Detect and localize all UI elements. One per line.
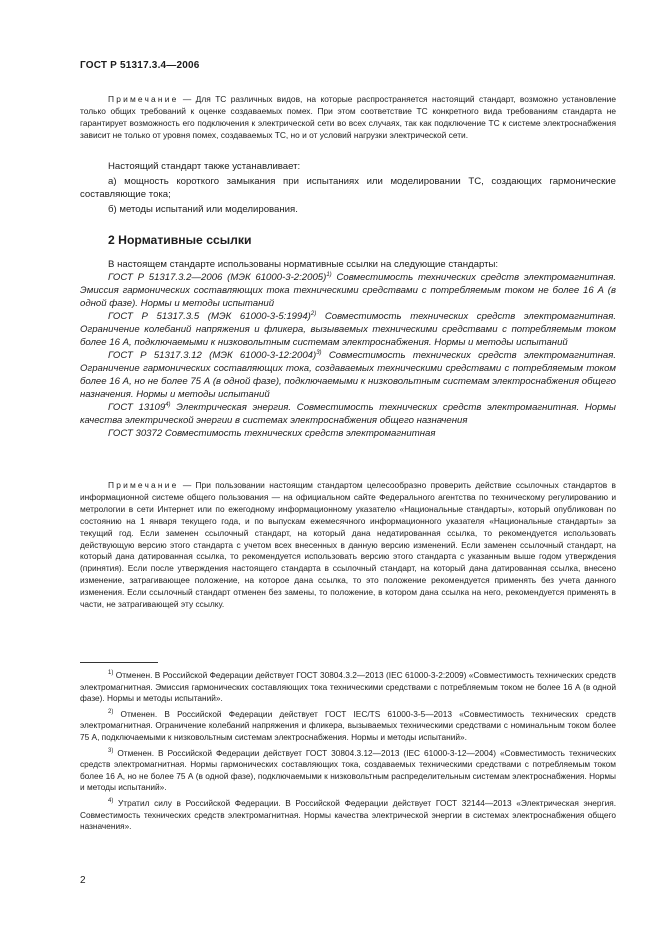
- note-label: Примечание: [108, 94, 179, 104]
- scope-block: [80, 160, 616, 216]
- normative-references: [80, 258, 616, 440]
- scope-note-paragraph: [80, 94, 616, 142]
- footnotes: [80, 670, 616, 833]
- reference-item: ГОСТ Р 51317.3.2—2006 (МЭК 61000-3-2:2005)$^{1)}$ Совместимость технических средств электромагнитная. Эмиссия гармонических составляющих тока техническими средствами с потребляемым током не более 16 А (в одной фазе). Нормы и методы испытаний: [80, 272, 616, 309]
- references-note: [80, 480, 616, 611]
- note-label: Примечание: [108, 480, 179, 490]
- footnote-divider: [80, 662, 158, 663]
- footnote: $^{4)}$ Утратил силу в Российской Федерации. В Российской Федерации действует ГОСТ 32144—2013 «Электрическая энергия. Совместимость технических средств электромагнитная. Нормы качества электрической энергии в системах электроснабжения общего назначения».: [80, 797, 616, 832]
- section-2-heading-block: [80, 233, 616, 247]
- scope-note: [80, 94, 616, 142]
- reference-item: ГОСТ Р 51317.3.12 (МЭК 61000-3-12:2004)$^{3)}$ Совместимость технических средств электромагнитная. Ограничение гармонических составляющих тока, создаваемых техническими средствами с потребляемым током более 16 А, но не более 75 А (в одной фазе), подключаемыми к низковольтным системам электроснабжения общего назначения. Нормы и методы испытаний: [80, 350, 616, 400]
- footnote: $^{2)}$ Отменен. В Российской Федерации действует ГОСТ IEC/TS 61000-3-5—2013 «Совместимость технических средств электромагнитная. Ограничение колебаний напряжения и фликера, вызываемых техническими средствами с номинальным током более 75 А, подключаемыми к низковольтным системам электроснабжения. Нормы и методы испытаний».: [80, 708, 616, 742]
- page-number: 2: [80, 875, 86, 886]
- scope-item-a: а) мощность короткого замыкания при испытаниях или моделировании ТС, создающих гармонические составляющие тока;: [80, 176, 616, 200]
- note-text: — Для ТС различных видов, на которые распространяется настоящий стандарт, возможно установление только общих требований к оценке создаваемых помех. При этом соответствие ТС конкретного вида требованиям стандарта не гарантирует возможность его подключения к электрической сети во всех случаях, так как подключение ТС к системе электроснабжения зависит не только от уровня помех, создаваемых ТС, но и от условий нагрузки электрической сети.: [80, 94, 616, 140]
- footnote: $^{3)}$ Отменен. В Российской Федерации действует ГОСТ 30804.3.12—2013 (IEC 61000-3-12—2004) «Совместимость технических средств электромагнитная. Нормы гармонических составляющих тока, создаваемых техническими средствами с потребляемым током более 16 А, но не более 75 А (в одной фазе), подключаемыми к низковольтным распределительным системам электроснабжения. Нормы и методы испытаний».: [80, 747, 616, 793]
- reference-item: ГОСТ Р 51317.3.5 (МЭК 61000-3-5:1994)$^{2)}$ Совместимость технических средств электромагнитная. Ограничение колебаний напряжения и фликера, вызываемых техническими средствами с потребляемым током более 16 А, подключаемыми к низковольтным системам электроснабжения. Нормы и методы испытаний: [80, 311, 616, 348]
- reference-item: ГОСТ 13109$^{4)}$ Электрическая энергия. Совместимость технических средств электромагнитная. Нормы качества электрической энергии в системах электроснабжения общего назначения: [80, 402, 616, 426]
- references-intro: В настоящем стандарте использованы нормативные ссылки на следующие стандарты:: [108, 259, 499, 270]
- scope-item-b: б) методы испытаний или моделирования.: [108, 204, 298, 215]
- footnote: $^{1)}$ Отменен. В Российской Федерации действует ГОСТ 30804.3.2—2013 (IEC 61000-3-2:2009) «Совместимость технических средств электромагнитная. Эмиссия гармонических составляющих тока техническими средствами с потребляемым током не более 16 А (в одной фазе). Нормы и методы испытаний».: [80, 670, 616, 704]
- references-note-paragraph: [80, 480, 616, 611]
- reference-item: ГОСТ 30372 Совместимость технических средств электромагнитная: [108, 428, 436, 439]
- section-heading: 2 Нормативные ссылки: [108, 233, 252, 247]
- scope-intro: Настоящий стандарт также устанавливает:: [108, 161, 301, 172]
- document-id-header: ГОСТ Р 51317.3.4—2006: [80, 60, 200, 71]
- note-text: — При пользовании настоящим стандартом целесообразно проверить действие ссылочных стандартов в информационной системе общего пользования — на официальном сайте Федерального агентства по техническому регулированию и метрологии в сети Интернет или по ежегодному информационному указателю «Национальные стандарты», который опубликован по состоянию на 1 января текущего года, и по выпускам ежемесячного информационного указателя «Национальные стандарты» за текущий год. Если заменен ссылочный стандарт, на который дана недатированная ссылка, то рекомендуется использовать действующую версию этого стандарта с учетом всех внесенных в данную версию изменений. Если заменен ссылочный стандарт, на который дана датированная ссылка, то рекомендуется использовать версию этого стандарта с указанным выше годом утверждения (принятия). Если после утверждения настоящего стандарта в ссылочный стандарт, на который дана датированная ссылка, внесено изменение, затрагивающее положение, на которое дана ссылка, то это положение рекомендуется применять без учета данного изменения. Если ссылочный стандарт отменен без замены, то положение, в котором дана ссылка на него, рекомендуется применять в части, не затрагивающей эту ссылку.: [80, 480, 616, 610]
